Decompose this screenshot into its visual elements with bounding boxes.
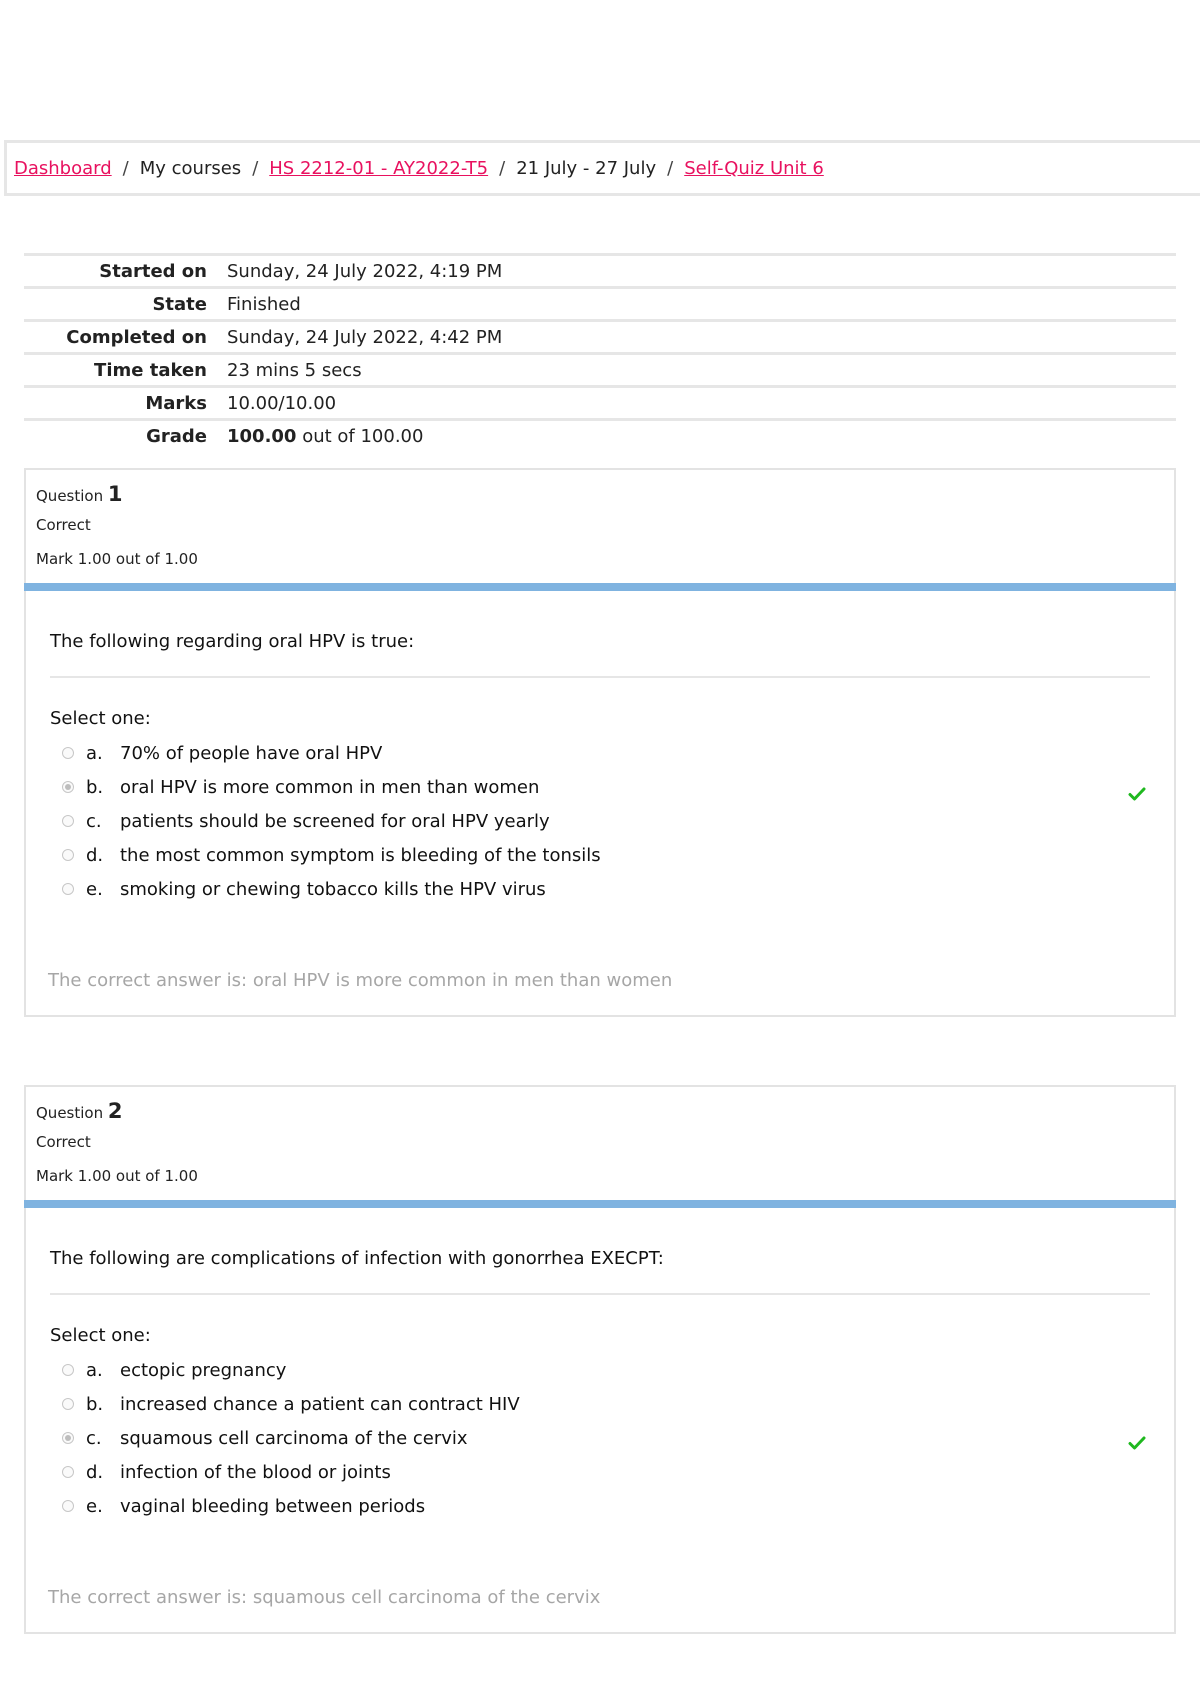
answer-text: the most common symptom is bleeding of the tonsils — [120, 844, 601, 866]
radio-icon[interactable] — [62, 1432, 74, 1444]
summary-row-time-taken — [24, 352, 1176, 385]
answer-option-e[interactable] — [62, 872, 601, 906]
answer-letter: d. — [86, 1461, 104, 1483]
summary-value: Sunday, 24 July 2022, 4:42 PM — [227, 326, 503, 348]
breadcrumb — [4, 140, 1200, 196]
summary-row-grade — [24, 418, 1176, 451]
radio-icon[interactable] — [62, 747, 74, 759]
answer-option-c[interactable] — [62, 804, 601, 838]
attempt-summary-table — [24, 253, 1176, 451]
answer-text: infection of the blood or joints — [120, 1461, 391, 1483]
answer-option-d[interactable] — [62, 838, 601, 872]
answer-option-c[interactable] — [62, 1421, 520, 1455]
summary-value: Finished — [227, 293, 301, 315]
question-number — [36, 1099, 123, 1123]
answer-letter: b. — [86, 1393, 104, 1415]
answer-text: patients should be screened for oral HPV yearly — [120, 810, 550, 832]
answer-prompt: Select one: — [50, 1325, 151, 1346]
summary-row-marks — [24, 385, 1176, 418]
correct-answer-feedback: The correct answer is: oral HPV is more common in men than women — [48, 969, 673, 991]
question-text: The following regarding oral HPV is true: — [50, 631, 415, 652]
breadcrumb-week: 21 July - 27 July — [516, 157, 657, 179]
radio-icon[interactable] — [62, 1466, 74, 1478]
answer-list — [62, 1353, 520, 1523]
summary-label: State — [152, 293, 207, 315]
radio-icon[interactable] — [62, 781, 74, 793]
summary-label: Started on — [99, 260, 207, 282]
summary-value — [227, 426, 423, 447]
breadcrumb-course-link[interactable]: HS 2212-01 - AY2022-T5 — [269, 157, 489, 179]
summary-value: Sunday, 24 July 2022, 4:19 PM — [227, 260, 503, 282]
answer-letter: d. — [86, 844, 104, 866]
summary-label: Time taken — [94, 359, 207, 381]
question-label: Question — [36, 1104, 104, 1122]
answer-letter: e. — [86, 878, 103, 900]
breadcrumb-separator: / — [499, 157, 506, 179]
answer-letter: a. — [86, 1359, 103, 1381]
question-text: The following are complications of infection with gonorrhea EXECPT: — [50, 1248, 664, 1269]
summary-label: Grade — [146, 425, 207, 447]
radio-icon[interactable] — [62, 1364, 74, 1376]
question-text-divider — [50, 1293, 1150, 1295]
checkmark-icon — [1128, 785, 1146, 803]
breadcrumb-separator: / — [122, 157, 129, 179]
summary-value: 10.00/10.00 — [227, 392, 337, 414]
breadcrumb-quiz-link[interactable]: Self-Quiz Unit 6 — [684, 157, 824, 179]
summary-row-completed-on — [24, 319, 1176, 352]
grade-total: out of 100.00 — [296, 425, 424, 447]
answer-letter: c. — [86, 810, 102, 832]
summary-value: 23 mins 5 secs — [227, 359, 362, 381]
radio-icon[interactable] — [62, 815, 74, 827]
breadcrumb-my-courses: My courses — [139, 157, 242, 179]
answer-text: 70% of people have oral HPV — [120, 742, 383, 764]
summary-label: Marks — [145, 392, 207, 414]
answer-text: vaginal bleeding between periods — [120, 1495, 426, 1517]
question-text-divider — [50, 676, 1150, 678]
question-info — [26, 1087, 1174, 1200]
radio-icon[interactable] — [62, 849, 74, 861]
question-mark: Mark 1.00 out of 1.00 — [36, 550, 198, 568]
question-state: Correct — [36, 1133, 91, 1151]
question-number — [36, 482, 123, 506]
question-info — [26, 470, 1174, 583]
question-content — [24, 591, 1176, 945]
radio-icon[interactable] — [62, 883, 74, 895]
breadcrumb-separator: / — [667, 157, 674, 179]
question-mark: Mark 1.00 out of 1.00 — [36, 1167, 198, 1185]
question-divider-bar — [24, 583, 1176, 591]
answer-text: squamous cell carcinoma of the cervix — [120, 1427, 468, 1449]
summary-label: Completed on — [66, 326, 207, 348]
summary-row-state — [24, 286, 1176, 319]
answer-option-a[interactable] — [62, 1353, 520, 1387]
question-card-2 — [24, 1085, 1176, 1634]
breadcrumb-separator: / — [252, 157, 259, 179]
answer-text: ectopic pregnancy — [120, 1359, 287, 1381]
checkmark-icon — [1128, 1434, 1146, 1452]
answer-option-b[interactable] — [62, 770, 601, 804]
answer-letter: c. — [86, 1427, 102, 1449]
question-state: Correct — [36, 516, 91, 534]
answer-option-a[interactable] — [62, 736, 601, 770]
radio-icon[interactable] — [62, 1398, 74, 1410]
question-number-value: 2 — [107, 1099, 123, 1123]
correct-answer-feedback: The correct answer is: squamous cell carcinoma of the cervix — [48, 1586, 601, 1608]
answer-text: oral HPV is more common in men than women — [120, 776, 540, 798]
question-content — [24, 1208, 1176, 1562]
breadcrumb-dashboard-link[interactable]: Dashboard — [14, 157, 112, 179]
summary-row-started-on — [24, 253, 1176, 286]
answer-letter: a. — [86, 742, 103, 764]
radio-icon[interactable] — [62, 1500, 74, 1512]
answer-letter: e. — [86, 1495, 103, 1517]
question-card-1 — [24, 468, 1176, 1017]
answer-list — [62, 736, 601, 906]
answer-prompt: Select one: — [50, 708, 151, 729]
grade-score: 100.00 — [227, 425, 297, 447]
answer-option-b[interactable] — [62, 1387, 520, 1421]
question-divider-bar — [24, 1200, 1176, 1208]
question-number-value: 1 — [107, 482, 123, 506]
answer-letter: b. — [86, 776, 104, 798]
answer-option-d[interactable] — [62, 1455, 520, 1489]
answer-text: increased chance a patient can contract HIV — [120, 1393, 520, 1415]
answer-text: smoking or chewing tobacco kills the HPV virus — [120, 878, 546, 900]
question-label: Question — [36, 487, 104, 505]
answer-option-e[interactable] — [62, 1489, 520, 1523]
